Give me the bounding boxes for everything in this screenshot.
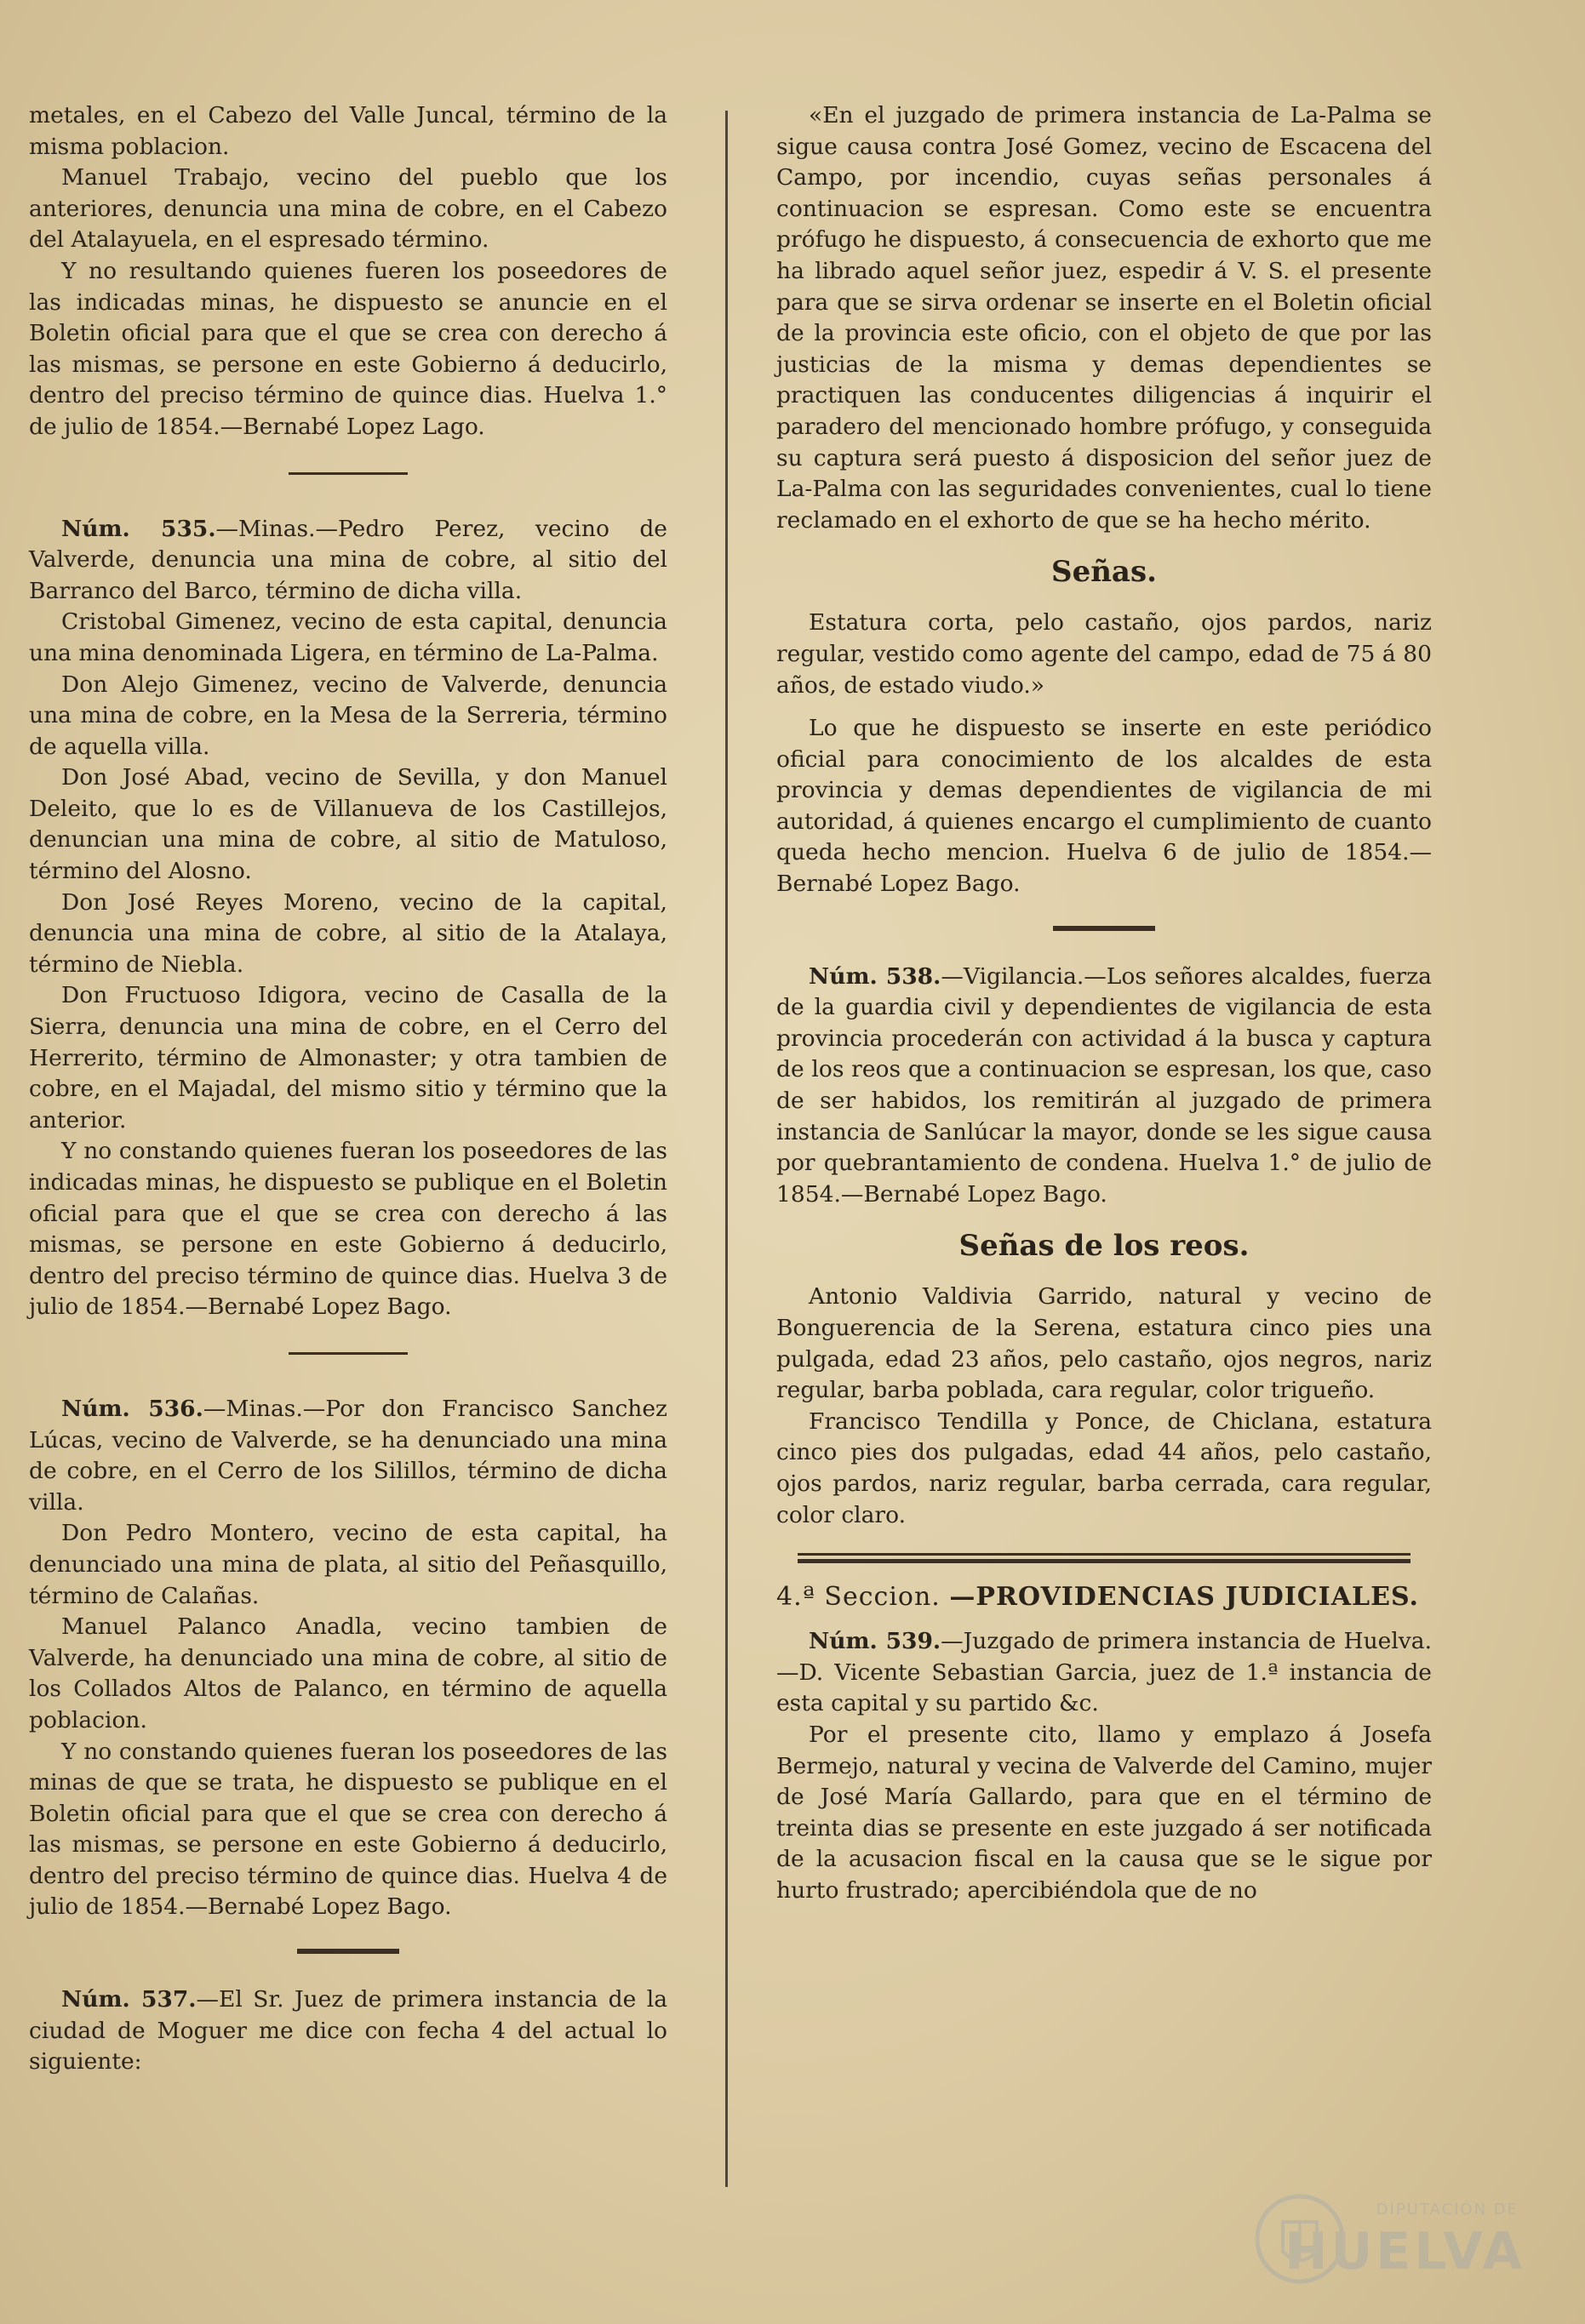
archive-watermark: [1253, 2179, 1525, 2290]
paragraph-alejo: Don Alejo Gimenez, vecino de Valverde, denuncia una mina de cobre, en la Mesa de la Serreria, término de aquella villa.: [29, 671, 667, 760]
section-name: —PROVIDENCIAS JUDICIALES.: [949, 1582, 1419, 1613]
entry-text: —Minas.—Por don Francisco Sanchez Lúcas, vecino de Valverde, se ha denunciado una mina de cobre, en el Cerro de los Silillos, término de dicha villa.: [29, 1395, 667, 1516]
entry-539: [776, 1626, 1432, 1720]
paragraph-valdivia: Antonio Valdivia Garrido, natural y vecino de Bonguerencia de la Serena, estatura cinco pies una pulgada, edad 23 años, pelo castaño, ojos negros, nariz regular, barba poblada, cara regular, color trigueño.: [776, 1283, 1432, 1404]
entry-538: [776, 962, 1432, 1211]
section-heading: [776, 1580, 1432, 1614]
section-number: 4.ª Seccion.: [776, 1582, 941, 1613]
paragraph-closing-1: Y no resultando quienes fueren los poseedores de las indicadas minas, he dispuesto se anuncie en el Boletin oficial para que el que se crea con derecho á las mismas, se persone en este Gobierno á deducirlo, dentro del preciso término de quince dias. Huelva 1.° de julio de 1854.—Bernabé Lopez Lago.: [29, 257, 667, 440]
paragraph-closing-3: Y no constando quienes fueran los poseedores de las minas de que se trata, he dispuesto se publique en el Boletin oficial para que el que se crea con derecho á las mismas, se persone en este Gobierno á deducirlo, dentro del preciso término de quince dias. Huelva 4 de julio de 1854.—Bernabé Lopez Bago.: [29, 1738, 667, 1921]
column-divider: [725, 111, 728, 2187]
separator-ornament: [297, 1949, 399, 1954]
paragraph-tendilla: Francisco Tendilla y Ponce, de Chiclana, estatura cinco pies dos pulgadas, edad 44 años, pelo castaño, ojos pardos, nariz regular, barba cerrada, cara regular, color claro.: [776, 1408, 1432, 1528]
heading-senas-reos: Señas de los reos.: [958, 1229, 1250, 1264]
paragraph-closing-2: Y no constando quienes fueran los poseedores de las indicadas minas, he dispuesto se publique en el Boletin oficial para que el que se crea con derecho á las mismas, se persone en este Gobierno á deducirlo, dentro del preciso término de quince dias. Huelva 3 de julio de 1854.—Bernabé Lopez Bago.: [29, 1138, 667, 1321]
paragraph-intro: metales, en el Cabezo del Valle Juncal, término de la misma poblacion.: [29, 102, 667, 160]
heading-senas: Señas.: [1051, 555, 1157, 590]
watermark-sublabel: DIPUTACIÓN DE: [1376, 2201, 1519, 2218]
entry-535: [29, 514, 667, 608]
paragraph-exhorto: «En el juzgado de primera instancia de La-Palma se sigue causa contra José Gomez, vecino de Escacena del Campo, por incendio, cuyas señas personales á continuacion se espresan. Como este se encuentra prófugo he dispuesto, á consecuencia de exhorto que me ha librado aquel señor juez, espedir á V. S. el presente para que se sirva ordenar se inserte en el Boletin oficial de la provincia este oficio, con el objeto de que por las justicias de la misma y demas dependientes se practiquen las conducentes diligencias á inquirir el paradero del mencionado hombre prófugo, y conseguida su captura será puesto á disposicion del señor juez de La-Palma con las seguridades convenientes, cual lo tiene reclamado en el exhorto de que se ha hecho mérito.: [776, 102, 1432, 534]
paragraph-bermejo: Por el presente cito, llamo y emplazo á Josefa Bermejo, natural y vecina de Valverde del Camino, mujer de José María Gallardo, para que en el término de treinta dias se presente en este juzgado á ser notificada de la acusacion fiscal en la causa que se le sigue por hurto frustrado; apercibiéndola que de no: [776, 1721, 1432, 1904]
entry-536: [29, 1394, 667, 1518]
paragraph-montero: Don Pedro Montero, vecino de esta capital, ha denunciado una mina de plata, al sitio del Peñasquillo, término de Calañas.: [29, 1520, 667, 1609]
watermark-label: HUELVA: [1285, 2222, 1525, 2281]
separator-ornament: [1053, 926, 1155, 931]
entry-number: Núm. 537.: [61, 1986, 197, 2013]
entry-number: Núm. 539.: [809, 1628, 941, 1655]
entry-text: —Vigilancia.—Los señores alcaldes, fuerza de la guardia civil y dependientes de vigilancia de esta provincia procederán con actividad á la busca y captura de los reos que a continuacion se espresan, los que, caso de ser habidos, los remitirán al juzgado de primera instancia de Sanlúcar la mayor, donde se les sigue causa por quebrantamiento de condena. Huelva 1.° de julio de 1854.—Bernabé Lopez Bago.: [776, 962, 1432, 1208]
entry-537: [29, 1984, 667, 2078]
paragraph-abad: Don José Abad, vecino de Sevilla, y don Manuel Deleito, que lo es de Villanueva de los Castillejos, denuncian una mina de cobre, al sitio de Matuloso, término del Alosno.: [29, 764, 667, 885]
paragraph-reyes: Don José Reyes Moreno, vecino de la capital, denuncia una mina de cobre, al sitio de la Atalaya, término de Niebla.: [29, 888, 667, 978]
paragraph-senas: Estatura corta, pelo castaño, ojos pardos, nariz regular, vestido como agente del campo, edad de 75 á 80 años, de estado viudo.»: [776, 609, 1432, 699]
paragraph-palanco: Manuel Palanco Anadla, vecino tambien de Valverde, ha denunciado una mina de cobre, al sitio de los Collados Altos de Palanco, en término de aquella poblacion.: [29, 1613, 667, 1733]
entry-text: —Juzgado de primera instancia de Huelva.—D. Vicente Sebastian Garcia, juez de 1.ª instancia de esta capital y su partido &c.: [776, 1628, 1432, 1717]
paragraph-trabajo: Manuel Trabajo, vecino del pueblo que los anteriores, denuncia una mina de cobre, en el Cabezo del Atalayuela, en el espresado término.: [29, 164, 667, 254]
separator-line: [289, 472, 408, 475]
left-column: [29, 100, 667, 2078]
separator-line: [289, 1352, 408, 1355]
paragraph-cristobal: Cristobal Gimenez, vecino de esta capital, denuncia una mina denominada Ligera, en término de La-Palma.: [29, 608, 667, 666]
entry-number: Núm. 535.: [61, 515, 216, 542]
paragraph-fructuoso: Don Fructuoso Idigora, vecino de Casalla de la Sierra, denuncia una mina de cobre, en el Cerro del Herrerito, término de Almonaster; y otra tambien de cobre, en el Majadal, del mismo sitio y término que la anterior.: [29, 982, 667, 1133]
separator-double-rule: [798, 1553, 1410, 1563]
paragraph-dispuesto: Lo que he dispuesto se inserte en este periódico oficial para conocimiento de los alcaldes de esta provincia y demas dependientes de vigilancia de mi autoridad, á quienes encargo el cumplimiento de cuanto queda hecho mencion. Huelva 6 de julio de 1854.—Bernabé Lopez Bago.: [776, 715, 1432, 898]
entry-text: —Minas.—Pedro Perez, vecino de Valverde, denuncia una mina de cobre, al sitio del Barranco del Barco, término de dicha villa.: [29, 515, 667, 604]
entry-text: —El Sr. Juez de primera instancia de la ciudad de Moguer me dice con fecha 4 del actual lo siguiente:: [29, 1986, 667, 2076]
entry-number: Núm. 538.: [809, 962, 941, 990]
right-column: [776, 100, 1432, 1907]
entry-number: Núm. 536.: [61, 1395, 203, 1422]
